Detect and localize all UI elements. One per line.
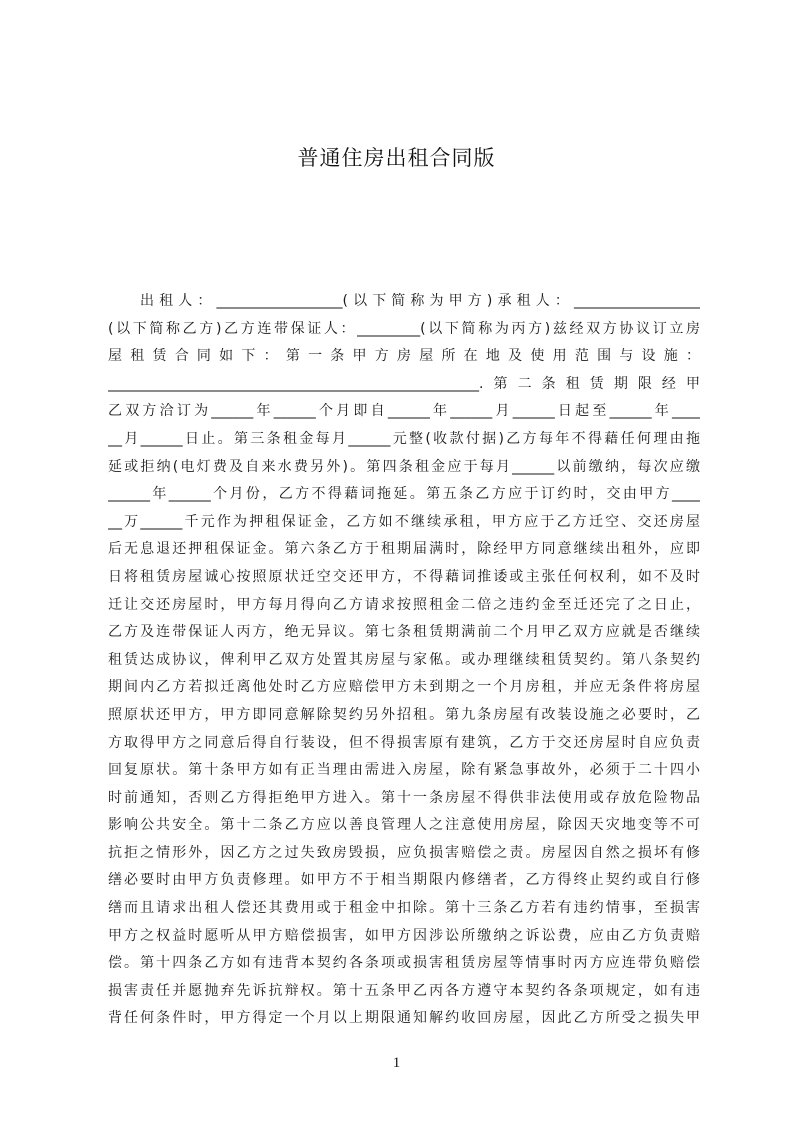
body-line: 乙双方洽订为______年______个月即自______年______月______日起至______年____ [108,403,700,420]
body-line: 缮而且请求出租人偿还其费用或于租金中扣除。第十三条乙方若有违约情事，至损害 [108,900,700,917]
body-line: 乙方及连带保证人丙方，绝无异议。第七条租赁期满前二个月甲乙双方应就是否继续 [108,624,700,641]
body-line: 屋 租 赁 合 同 如 下 ： 第 一 条 甲 方 房 屋 所 在 地 及 使 用 范 围 与 设 施 ： [108,348,700,365]
body-line: 损害责任并愿抛弃先诉抗辩权。第十五条甲乙丙各方遵守本契约各条项规定，如有违 [108,982,700,999]
body-line: 回复原状。第十条甲方如有正当理由需进入房屋，除有紧急事故外，必须于二十四小 [108,762,700,779]
body-line: __万______千元作为押租保证金，乙方如不继续承租，甲方应于乙方迁空、交还房屋 [108,513,700,530]
body-line: 甲方之权益时愿听从甲方赔偿损害，如甲方因涉讼所缴纳之诉讼费，应由乙方负责赔 [108,927,700,944]
body-line: _____________________________________________________.第二条租赁期限经甲 [108,375,700,392]
body-line: 时前通知，否则乙方得拒绝甲方进入。第十一条房屋不得供非法使用或存放危险物品 [108,789,700,806]
body-line: 背任何条件时，甲方得定一个月以上期限通知解约收回房屋，因此乙方所受之损失甲 [108,1010,700,1027]
body-line: 期间内乙方若拟迁离他处时乙方应赔偿甲方未到期之一个月房租，并应无条件将房屋 [108,679,700,696]
body-line: 照原状还甲方，甲方即同意解除契约另外招租。第九条房屋有改装设施之必要时，乙 [108,706,700,723]
body-line: 方取得甲方之同意后得自行装设，但不得损害原有建筑，乙方于交还房屋时自应负责 [108,734,700,751]
body-line: __月______日止。第三条租金每月______元整(收款付据)乙方每年不得藉任何理由拖 [108,430,700,447]
body-line: 日将租赁房屋诚心按照原状迁空交还甲方，不得藉词推诿或主张任何权利，如不及时 [108,568,700,585]
body-line: 延或拒纳(电灯费及自来水费另外)。第四条租金应于每月______以前缴纳，每次应缴 [108,458,700,475]
body-line: 偿。第十四条乙方如有违背本契约各条项或损害租赁房屋等情事时丙方应连带负赔偿 [108,955,700,972]
body-line: 缮必要时由甲方负责修理。如甲方不于相当期限内修缮者，乙方得终止契约或自行修 [108,872,700,889]
body-line: 后无息退还押租保证金。第六条乙方于租期届满时，除经甲方同意继续出租外，应即 [108,541,700,558]
body-line: 出租人：__________________(以下简称为甲方)承租人：__________________ [140,293,700,309]
body-line: (以下简称乙方)乙方连带保证人：_________(以下简称为丙方)兹经双方协议订立房 [108,320,700,337]
body-line: ______年______个月份，乙方不得藉词拖延。第五条乙方应于订约时，交由甲方____ [108,486,700,503]
body-line: 迁让交还房屋时，甲方每月得向乙方请求按照租金二倍之违约金至迁还完了之日止， [108,596,700,613]
body-line: 影响公共安全。第十二条乙方应以善良管理人之注意使用房屋，除因天灾地变等不可 [108,817,700,834]
page-number: 1 [392,1055,401,1071]
body-line: 抗拒之情形外，因乙方之过失致房毁损，应负损害赔偿之责。房屋因自然之损坏有修 [108,844,700,861]
body-line: 租赁达成协议，俾利甲乙双方处置其房屋与家俬。或办理继续租赁契约。第八条契约 [108,651,700,668]
contract-body [108,288,700,1033]
document-title: 普通住房出租合同版 [297,146,496,170]
